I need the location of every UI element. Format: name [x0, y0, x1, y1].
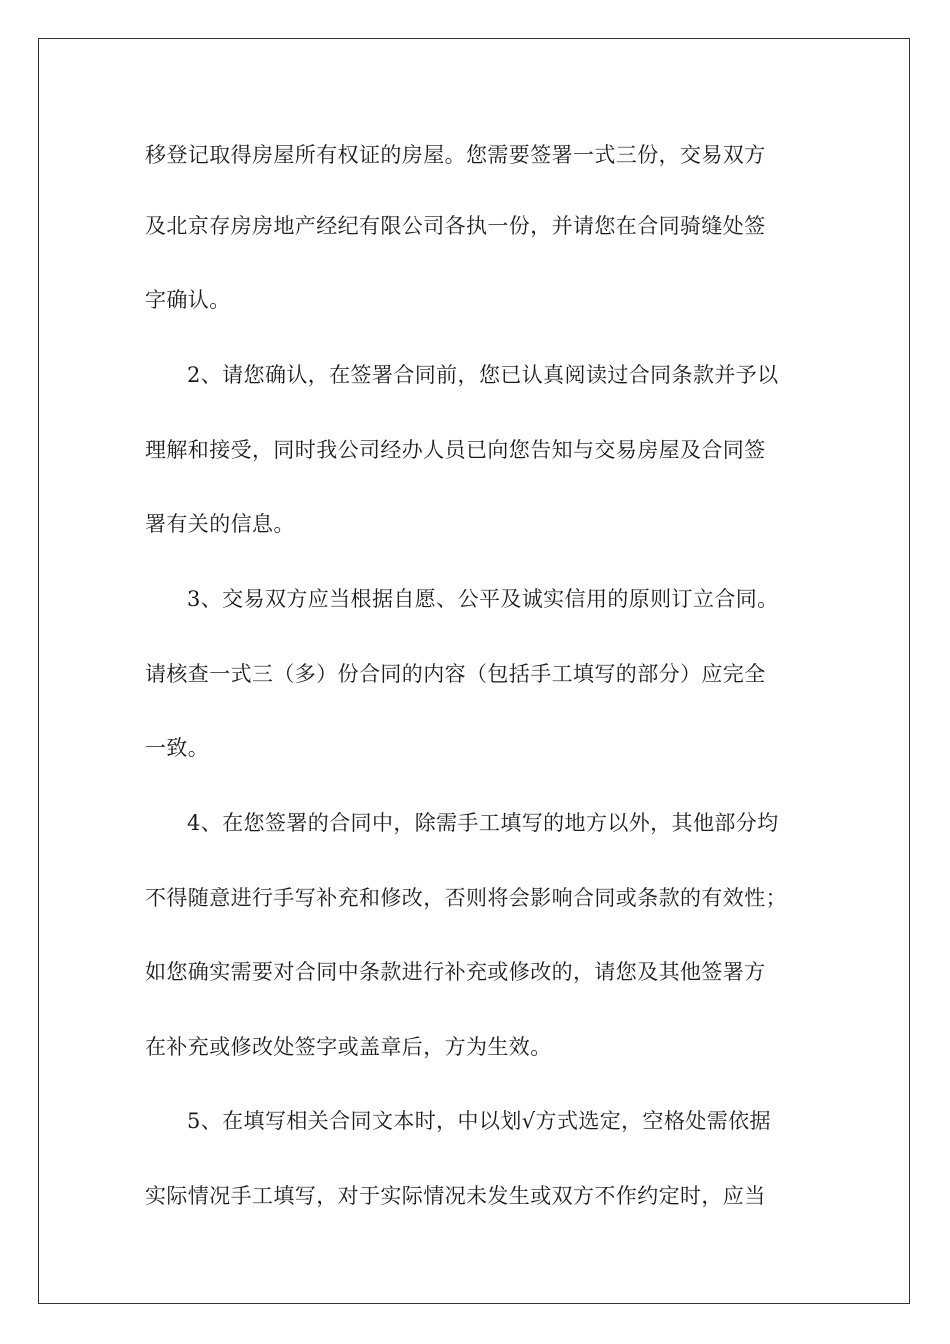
- text-line: 2、请您确认，在签署合同前，您已认真阅读过合同条款并予以: [187, 363, 779, 387]
- text-line: 移登记取得房屋所有权证的房屋。您需要签署一式三份，交易双方: [145, 143, 766, 167]
- text-line: 如您确实需要对合同中条款进行补充或修改的，请您及其他签署方: [145, 960, 766, 984]
- text-line: 请核查一式三（多）份合同的内容（包括手工填写的部分）应完全: [145, 662, 766, 686]
- text-line: 不得随意进行手写补充和修改，否则将会影响合同或条款的有效性；: [145, 886, 787, 910]
- text-line: 4、在您签署的合同中，除需手工填写的地方以外，其他部分均: [187, 811, 779, 835]
- text-line: 字确认。: [145, 288, 231, 312]
- text-line: 3、交易双方应当根据自愿、公平及诚实信用的原则订立合同。: [187, 587, 779, 611]
- text-line: 在补充或修改处签字或盖章后，方为生效。: [145, 1035, 552, 1059]
- text-line: 署有关的信息。: [145, 512, 295, 536]
- text-line: 5、在填写相关合同文本时，中以划√方式选定，空格处需依据: [187, 1109, 771, 1133]
- text-line: 一致。: [145, 736, 210, 760]
- text-line: 及北京存房房地产经纪有限公司各执一份，并请您在合同骑缝处签: [145, 214, 766, 238]
- text-line: 理解和接受，同时我公司经办人员已向您告知与交易房屋及合同签: [145, 438, 766, 462]
- text-line: 实际情况手工填写，对于实际情况未发生或双方不作约定时，应当: [145, 1184, 766, 1208]
